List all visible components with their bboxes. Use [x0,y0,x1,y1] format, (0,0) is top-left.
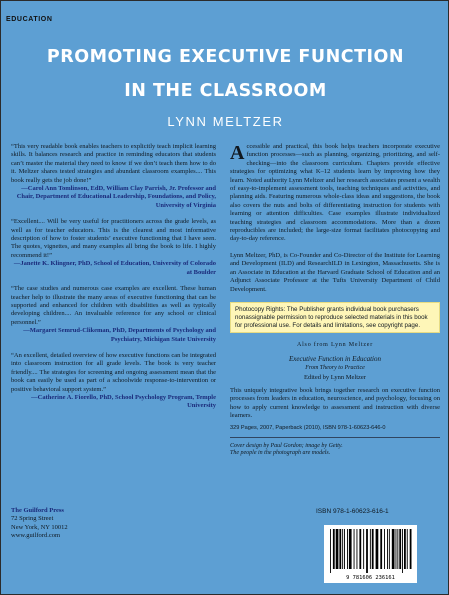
barcode-bar [376,529,379,569]
barcode-bar [380,529,382,569]
barcode-bar [407,529,408,569]
endorsement-attribution: —Janette K. Klingner, PhD, School of Education, University of Colorado at Boulder [13,260,216,276]
barcode-bar [389,529,390,569]
barcode-bar [344,529,345,569]
barcode-bar [342,529,343,569]
barcode-bar [336,529,339,569]
endorsement [11,218,216,277]
barcode-bar [366,529,368,573]
related-book-editor: Edited by Lynn Meltzer [304,373,366,381]
endorsement-quote: “An excellent, detailed overview of how executive functions can be integrated into classroom instruction for all grade levels. The book is very teacher friendly.... The strategies for screening and ongoing assessment mean that the book can easily be used as part of a schoolwide response-to-intervention or positive behavioral support system.” [11,351,216,393]
publisher-name: The Guilford Press [11,507,64,514]
author-bio: Lynn Meltzer, PhD, is Co-Founder and Co-Director of the Institute for Learning and Development (ILD) and ResearchILD in Lexington, Massachusetts. She is an Associate in Education at the Harvard Graduate School of Education and an Adjunct Associate Professor at the Tufts University Department of Child Development. [230,251,440,293]
cover-credits [230,443,440,458]
barcode-bar [387,529,388,569]
related-book-pub-info: 329 Pages, 2007, Paperback (2010), ISBN 978-1-60623-646-0 [230,424,386,431]
photocopy-notice: Photocopy Rights: The Publisher grants individual book purchasers nonassignable permission to reproduce selected materials in this book for professional use. For details and limitations, see copyright page. [230,302,440,333]
book-title-line-2: IN THE CLASSROOM [124,81,327,101]
barcode-bar [363,529,364,569]
related-book-description: This uniquely integrative book brings together research on executive function processes from leaders in education, neuroscience, and psychology, focusing on how to apply current knowledge to assessment and instruction with diverse learners. [230,386,440,420]
publisher-city: New York, NY 10012 [11,523,68,531]
isbn-label: ISBN 978-1-60623-616-1 [316,508,389,515]
barcode-bar [330,529,331,573]
barcode-bar [333,529,335,569]
endorsement-quote: “Excellent.... Will be very useful for practitioners across the grade levels, as well as for teacher educators. This is the clearest and most informative description of how to foster students’ executive functioning that I have seen. The quotes, vignettes, and many examples all bring the book to life. I highly recommend it!” [11,218,216,259]
barcode-bar [339,529,341,569]
description-column [230,143,440,458]
barcode-bar [410,529,412,569]
category-label: EDUCATION [6,16,53,23]
barcode-bar [404,529,406,569]
publisher-website: www.guilford.com [11,531,61,539]
book-description [230,143,440,244]
also-from-heading: Also from Lynn Meltzer [296,342,374,349]
book-title-line-1: PROMOTING EXECUTIVE FUNCTION [46,47,405,67]
barcode-bar [359,529,361,569]
models-note: The people in the photograph are models. [230,450,331,457]
publisher-info [11,507,68,540]
barcode-bar [396,529,397,569]
author-name: LYNN MELTZER [167,114,284,129]
related-book-subtitle: From Theory to Practice [305,365,365,372]
endorsements-column [11,143,216,419]
publisher-street: 72 Spring Street [11,515,54,523]
endorsement [11,285,216,344]
barcode-bar [402,529,403,573]
description-body: ccessible and practical, this book helps teachers incorporate executive function processes—such as planning, organizing, prioritizing, and self-checking—into the classroom curriculum. Chapters provide effective strategies for optimizing what K–12 students learn by improving how they learn. Noted authority Lynn Meltzer and her research associates present a wealth of easy-to-implement assessment tools, teaching techniques and activities, and planning aids. Featuring numerous whole-class ideas and suggestions, the book also covers the nuts and bolts of differentiating instruction for students with learning or attention difficulties. Case examples illustrate individualized teaching strategies and classroom accommodations. More than a dozen reproducibles are included; the large-size format facilitates photocopying and day-to-day reference. [230,143,440,243]
drop-cap: A [230,142,245,164]
barcode-bar [372,529,374,569]
endorsement-attribution: —Catherine A. Fiorello, PhD, School Psychology Program, Temple University [31,393,216,410]
barcode-bar [357,529,358,569]
barcode-bar [354,529,355,569]
endorsement [11,352,216,411]
endorsement-attribution: —Carol Ann Tomlinson, EdD, William Clay Parrish, Jr. Professor and Chair, Department of Educational Leadership, Foundations, and Policy, University of Virginia [16,185,216,209]
endorsement-quote: “This very readable book enables teachers to explicitly teach implicit learning skills. It balances research and practice in reminding educators that students can’t master the material they need to know if we don’t teach them how to do it. Meltzer shares tested strategies and abundant classroom examples.... This book really gets the job done!” [11,143,216,184]
barcode-bar [397,529,398,569]
barcode-digits: 9 781606 236161 [346,575,395,581]
barcode-bar [384,529,385,569]
endorsement-attribution: —Margaret Semrud-Clikeman, PhD, Departments of Psychology and Psychiatry, Michigan State University [23,327,216,343]
barcode-bars [324,525,417,575]
barcode-bar [370,529,371,569]
endorsement-quote: “The case studies and numerous case examples are excellent. These human teacher help to illustrate the many areas of executive functioning that can be supported and enhanced for children with disabilities as well as typically developing children.... An invaluable reference for any school or clinical personnel.” [11,285,216,326]
divider [230,437,440,438]
related-book-title: Executive Function in Education [289,354,381,363]
cover-design-credit: Cover design by Paul Gordon; image by Getty. [230,442,343,449]
endorsement [11,143,216,210]
barcode-bar [392,529,395,569]
barcode-bar [349,529,352,569]
barcode [324,525,417,583]
barcode-bar [399,529,401,569]
barcode-bar [347,529,348,569]
